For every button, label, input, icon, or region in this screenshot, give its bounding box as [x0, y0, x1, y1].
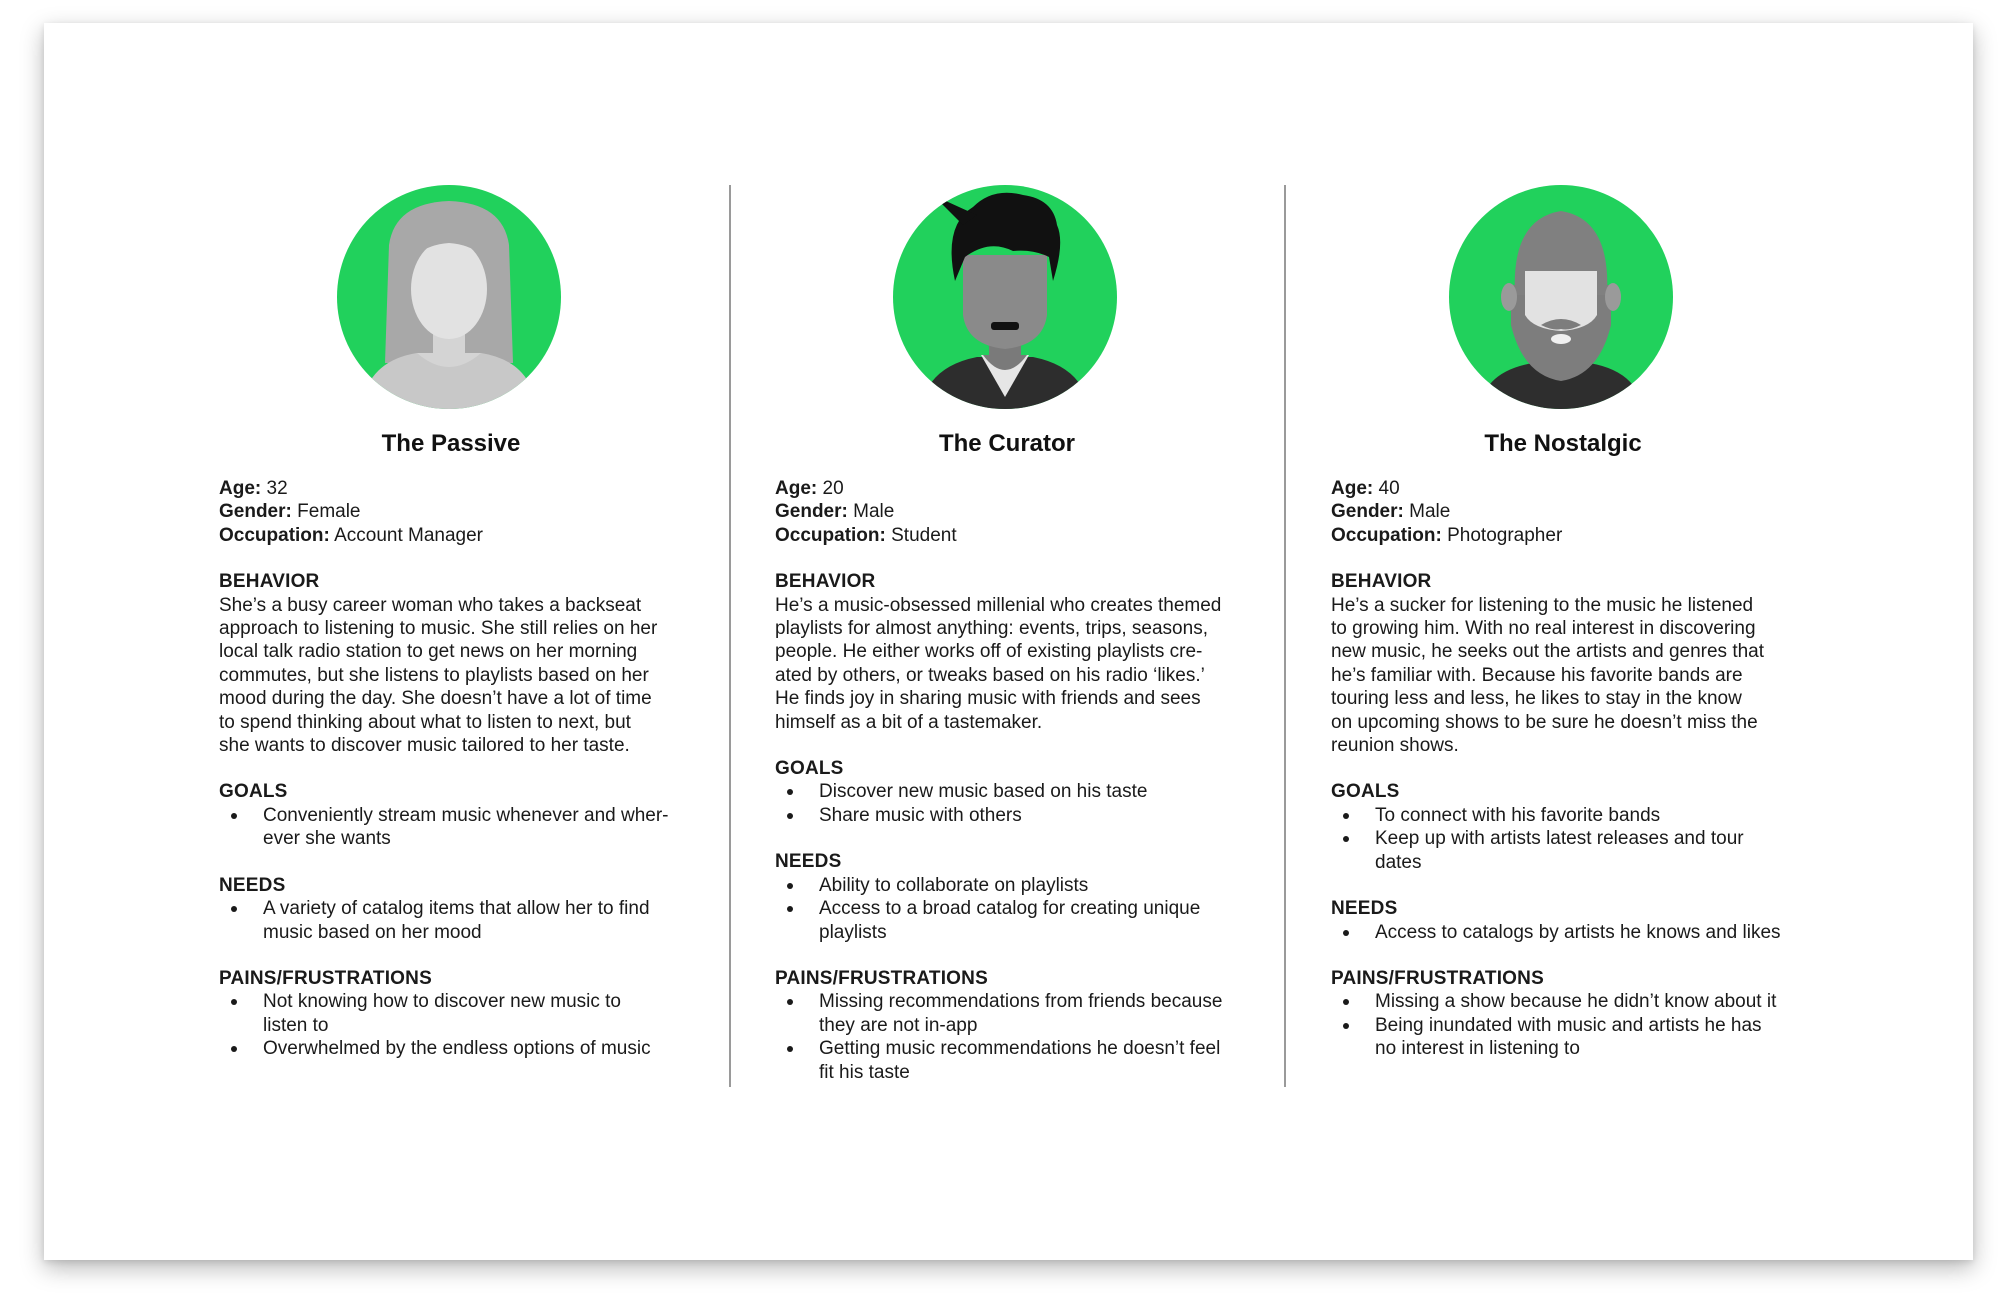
male-young-avatar-icon [893, 185, 1117, 409]
needs-list [1331, 921, 1831, 944]
needs-heading: NEEDS [1331, 898, 1398, 920]
list-item: Being inundated with music and artists he has no interest in listening to [1331, 1014, 1815, 1061]
age-label: Age: [775, 478, 818, 499]
behavior-heading: BEHAVIOR [1331, 571, 1432, 593]
pains-list [1331, 990, 1831, 1060]
list-item: Discover new music based on his taste [775, 780, 1259, 803]
behavior-text: He’s a sucker for listening to the music he listened to growing him. With no real interest in discovering new music, he seeks out the artists and genres that he’s familiar with. Because his favorite bands are touring less and less, he likes to stay in the know on upcoming shows to be sure he doesn’t miss the reunion shows. [1331, 594, 1765, 757]
demographics [219, 477, 719, 547]
goals-list [219, 804, 719, 851]
age-value: 32 [266, 478, 288, 499]
goals-list [775, 780, 1275, 827]
list-item: Not knowing how to discover new music to listen to [219, 990, 703, 1037]
behavior-heading: BEHAVIOR [775, 571, 876, 593]
list-item: Conveniently stream music whenever and wher- ever she wants [219, 804, 703, 851]
bullet-icon [1343, 999, 1349, 1005]
list-item: Overwhelmed by the endless options of music [219, 1037, 703, 1060]
needs-heading: NEEDS [219, 874, 286, 896]
persona-name: The Nostalgic [1484, 430, 1642, 457]
bullet-icon [787, 1046, 793, 1052]
age-value: 40 [1378, 478, 1400, 499]
persona-name: The Passive [381, 430, 521, 457]
goals-heading: GOALS [775, 758, 844, 780]
bullet-icon [1343, 836, 1349, 842]
gender-value: Male [1409, 501, 1451, 523]
list-item: Share music with others [775, 804, 1259, 827]
behavior-text: She’s a busy career woman who takes a backseat approach to listening to music. She still relies on her local talk radio station to get news on her morning commutes, but she listens to playlists based on her mood during the day. She doesn’t have a lot of time to spend thinking about what to listen to next, but she wants to discover music tailored to her taste. [219, 594, 658, 757]
occupation-value: Student [891, 524, 957, 546]
list-item: Keep up with artists latest releases and tour dates [1331, 827, 1815, 874]
needs-list [219, 897, 719, 944]
pains-list [775, 990, 1275, 1084]
demographics [1331, 477, 1831, 547]
goals-heading: GOALS [219, 781, 288, 803]
persona-card-curator [775, 185, 1275, 1084]
list-item: Missing a show because he didn’t know about it [1331, 990, 1815, 1013]
persona-card-passive [219, 185, 719, 1061]
occupation-label: Occupation: [775, 524, 886, 546]
list-item: A variety of catalog items that allow her to find music based on her mood [219, 897, 703, 944]
column-divider [729, 185, 731, 1087]
list-item: To connect with his favorite bands [1331, 804, 1815, 827]
bullet-icon [787, 906, 793, 912]
pains-heading: PAINS/FRUSTRATIONS [1331, 967, 1544, 989]
pains-heading: PAINS/FRUSTRATIONS [775, 967, 988, 989]
gender-value: Female [297, 501, 361, 523]
pains-list [219, 990, 719, 1060]
bullet-icon [787, 883, 793, 889]
gender-label: Gender: [775, 501, 848, 523]
occupation-value: Photographer [1447, 524, 1563, 546]
age-value: 20 [822, 478, 844, 499]
behavior-text: He’s a music-obsessed millenial who creates themed playlists for almost anything: events, trips, seasons, people. He either works off of existing playlists cre- ated by others, or tweaks based on his radio ‘likes.’ He finds joy in sharing music with friends and sees himself as a bit of a tastemaker. [775, 594, 1222, 733]
persona-name: The Curator [938, 430, 1075, 457]
column-divider [1284, 185, 1286, 1087]
gender-value: Male [853, 501, 895, 523]
age-label: Age: [219, 478, 262, 499]
bullet-icon [1343, 1023, 1349, 1029]
list-item: Ability to collaborate on playlists [775, 874, 1259, 897]
needs-heading: NEEDS [775, 851, 842, 873]
list-item: Getting music recommendations he doesn’t feel fit his taste [775, 1037, 1259, 1084]
goals-list [1331, 804, 1831, 874]
female-avatar-icon [337, 185, 561, 409]
bullet-icon [231, 999, 237, 1005]
gender-label: Gender: [1331, 501, 1404, 523]
age-label: Age: [1331, 478, 1374, 499]
bullet-icon [1343, 930, 1349, 936]
list-item: Access to catalogs by artists he knows and likes [1331, 921, 1815, 944]
demographics [775, 477, 1275, 547]
list-item: Access to a broad catalog for creating unique playlists [775, 897, 1259, 944]
bullet-icon [787, 813, 793, 819]
bullet-icon [231, 1046, 237, 1052]
bullet-icon [231, 813, 237, 819]
gender-label: Gender: [219, 501, 292, 523]
list-item: Missing recommendations from friends because they are not in-app [775, 990, 1259, 1037]
bullet-icon [787, 999, 793, 1005]
bullet-icon [1343, 813, 1349, 819]
bullet-icon [787, 789, 793, 795]
needs-list [775, 874, 1275, 944]
behavior-heading: BEHAVIOR [219, 571, 320, 593]
occupation-value: Account Manager [334, 524, 483, 546]
bullet-icon [231, 906, 237, 912]
occupation-label: Occupation: [1331, 524, 1442, 546]
persona-card-nostalgic [1331, 185, 1831, 1061]
male-bearded-avatar-icon [1449, 185, 1673, 409]
goals-heading: GOALS [1331, 781, 1400, 803]
pains-heading: PAINS/FRUSTRATIONS [219, 967, 432, 989]
persona-sheet [44, 23, 1973, 1260]
occupation-label: Occupation: [219, 524, 330, 546]
